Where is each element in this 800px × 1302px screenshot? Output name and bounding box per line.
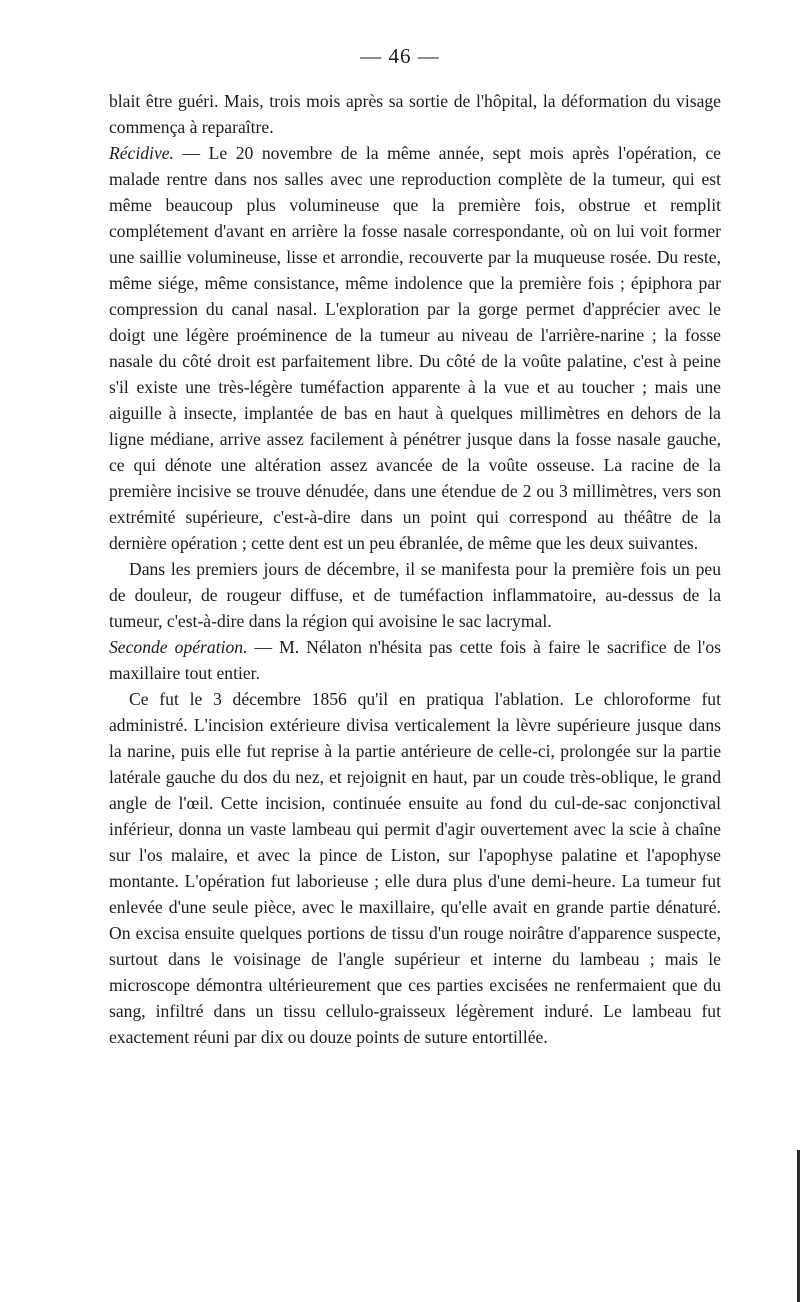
paragraph-text: — M. Nélaton n'hésita pas cette fois à faire le sacrifice de l'os maxillaire tout entier. [109,637,722,683]
paragraph-continuation [109,88,721,140]
paragraph-text: Ce fut le 3 décembre 1856 qu'il en pratiqua l'ablation. Le chloroforme fut administré. L'incision extérieure divisa verticalement la lèvre supérieure jusque dans la narine, puis elle fut reprise à la partie antérieure de celle-ci, prolongée sur la partie latérale gauche du dos du nez, et rejoignit en haut, par un coude très-oblique, le grand angle de l'œil. Cette incision, continuée ensuite au fond du cul-de-sac conjonctival inférieur, donna un vaste lambeau qui permit d'agir ouvertement avec la scie à chaîne sur l'os malaire, et avec la pince de Liston, sur l'apophyse palatine et l'apophyse montante. L'opération fut laborieuse ; elle dura plus d'une demi-heure. La tumeur fut enlevée d'une seule pièce, avec le maxillaire, qu'elle avait en grande partie dénaturé. On excisa ensuite quelques portions de tissu d'un rouge noirâtre d'apparence suspecte, surtout dans le voisinage de l'angle supérieur et interne du lambeau ; mais le microscope démontra ultérieurement que ces parties excisées ne renfermaient que du sang, infiltré dans un tissu cellulo-graisseux légèrement induré. Le lambeau fut exactement réuni par dix ou douze points de suture entortillée. [109,689,721,1047]
paragraph-seconde-operation [109,634,721,686]
section-label-seconde-operation: Seconde opération. [109,637,248,657]
paragraph-recidive [109,140,721,556]
paragraph-december [109,556,721,634]
body-text [109,88,721,1050]
paragraph-text: Dans les premiers jours de décembre, il se manifesta pour la première fois un peu de douleur, de rougeur diffuse, et de tuméfaction inflammatoire, au-dessus de la tumeur, c'est-à-dire dans la région qui avoisine le sac lacrymal. [109,559,721,631]
section-label-recidive: Récidive. [109,143,174,163]
paragraph-ablation [109,686,721,1050]
page-number: — 46 — [360,44,440,68]
paragraph-text: blait être guéri. Mais, trois mois après sa sortie de l'hôpital, la déformation du visage commença à reparaître. [109,91,721,137]
paragraph-text: — Le 20 novembre de la même année, sept mois après l'opération, ce malade rentre dans nos salles avec une reproduction complète de la tumeur, qui est même beaucoup plus volumineuse que la première fois, obstrue et remplit complétement d'avant en arrière la fosse nasale correspondante, où on lui voit former une saillie volumineuse, lisse et arrondie, recouverte par la muqueuse rosée. Du reste, même siége, même consistance, même indolence que la première fois ; épiphora par compression du canal nasal. L'exploration par la gorge permet d'apprécier avec le doigt une légère proéminence de la tumeur au niveau de l'arrière-narine ; la fosse nasale du côté droit est parfaitement libre. Du côté de la voûte palatine, c'est à peine s'il existe une très-légère tuméfaction apparente à la vue et au toucher ; mais une aiguille à insecte, implantée de bas en haut à quelques millimètres en dehors de la ligne médiane, arrive assez facilement à pénétrer jusque dans la fosse nasale gauche, ce qui dénote une altération assez avancée de la voûte osseuse. La racine de la première incisive se trouve dénudée, dans une étendue de 2 ou 3 millimètres, vers son extrémité supérieure, c'est-à-dire dans un point qui correspond au théâtre de la dernière opération ; cette dent est un peu ébranlée, de même que les deux suivantes. [109,143,721,553]
